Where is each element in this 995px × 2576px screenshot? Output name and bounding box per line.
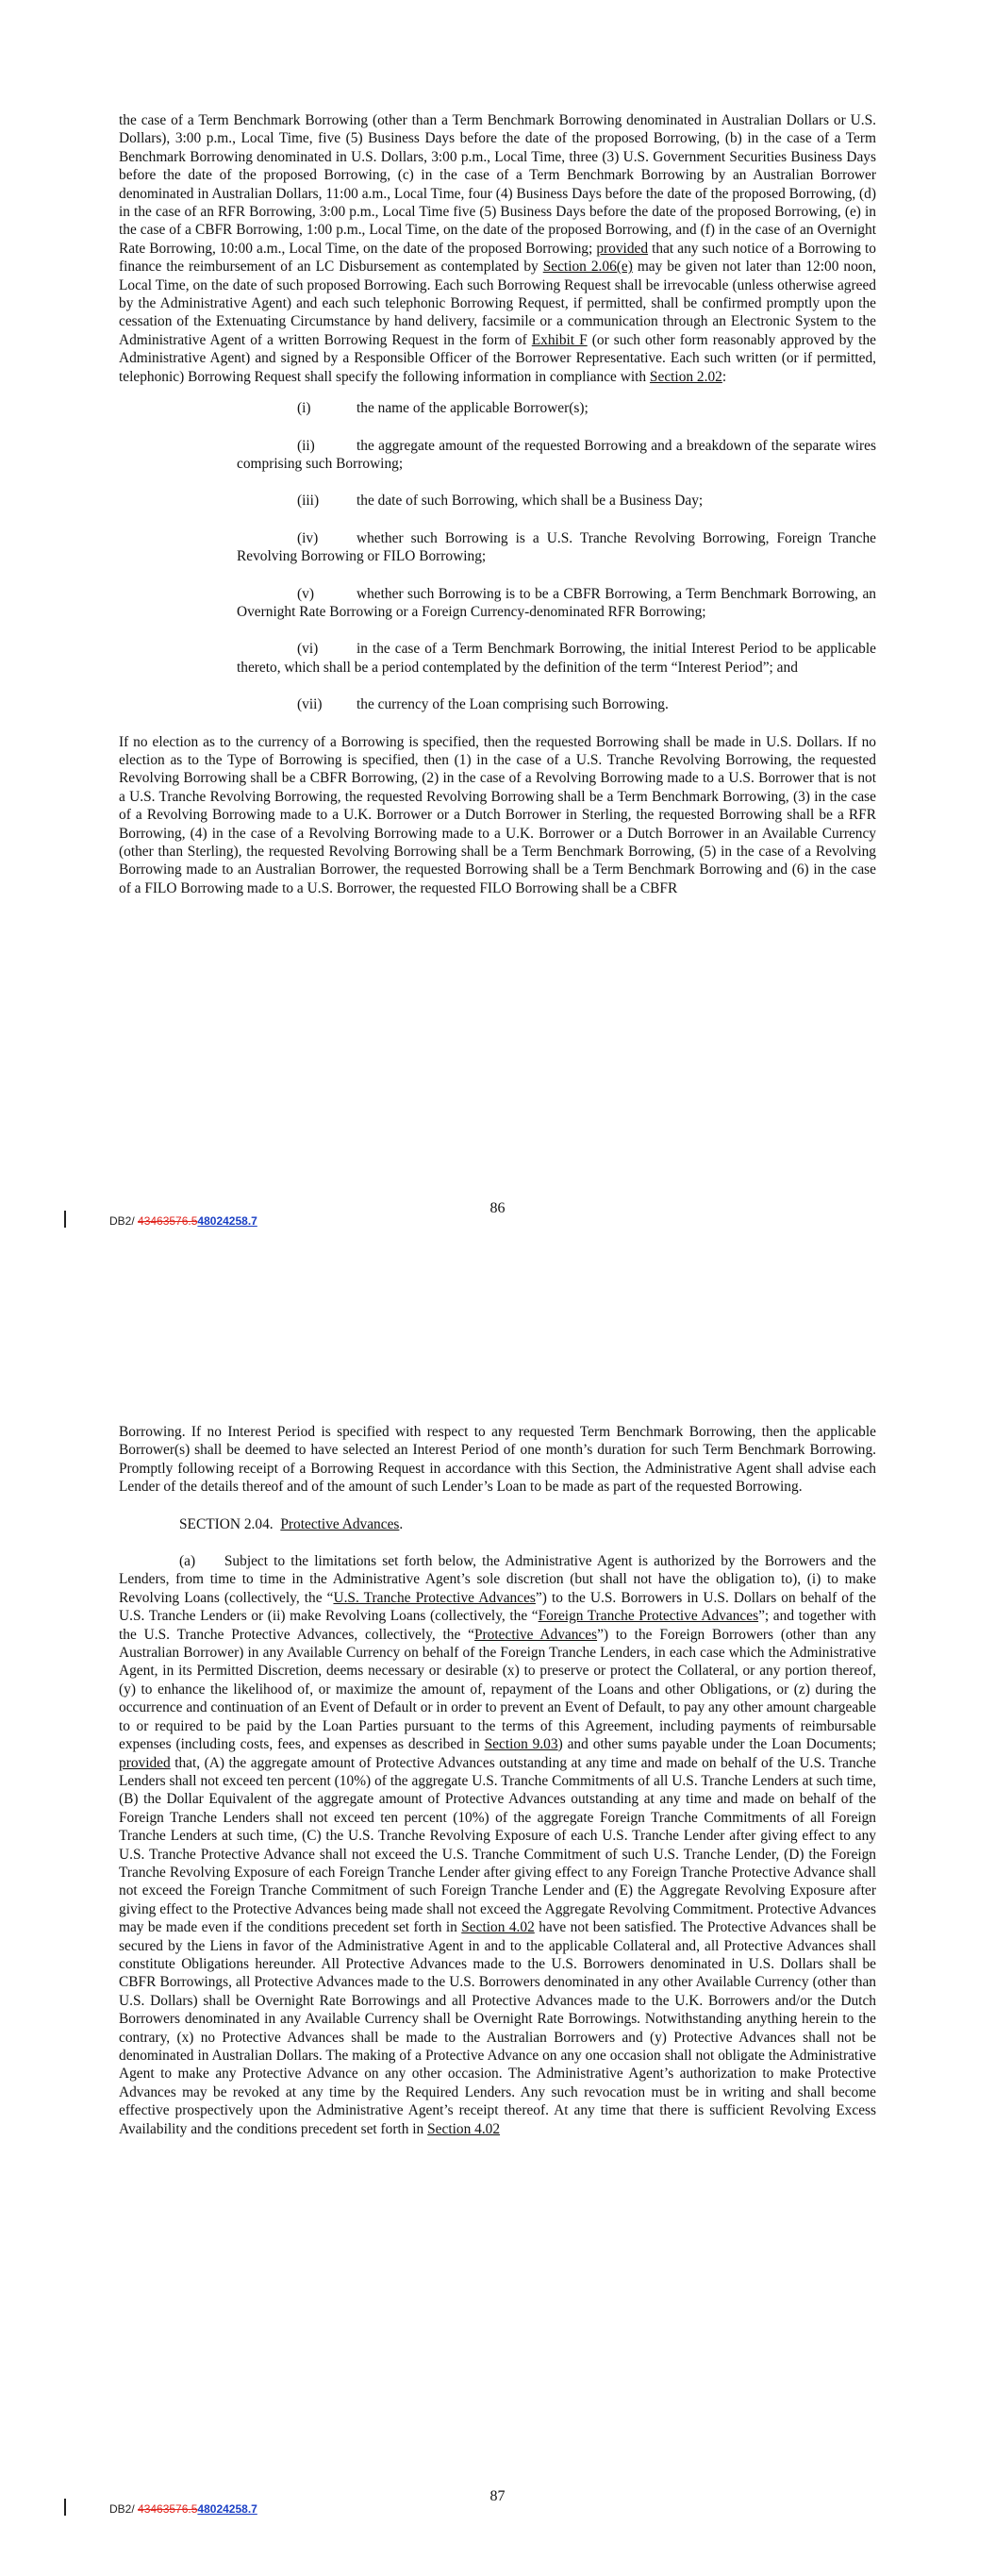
deleted-document-id: 43463576.5 (138, 2502, 198, 2516)
underlined-reference: provided (596, 240, 649, 257)
page-number: 87 (489, 2488, 506, 2504)
borrowing-request-paragraph: the case of a Term Benchmark Borrowing (other than a Term Benchmark Borrowing denominated in Australian Dollars or U.S. Dollars), 3:00 p.m., Local Time, five (5) Business Days before the date of the proposed Borrowing, (b) in the case of a Term Benchmark Borrowing denominated in U.S. Dollars, 3:00 p.m., Local Time, three (3) U.S. Government Securities Business Days before the date of the proposed Borrowing, (c) in the case of a Term Benchmark Borrowing by an Australian Borrower denominated in Australian Dollars, 11:00 a.m., Local Time, four (4) Business Days before the date of the proposed Borrowing, (d) in the case of an RFR Borrowing, 3:00 p.m., Local Time five (5) Business Days before the date of the proposed Borrowing, (e) in the case of a CBFR Borrowing, 1:00 p.m., Local Time, on the date of the proposed Borrowing, and (f) in the case of an Overnight Rate Borrowing, 10:00 a.m., Local Time, on the date of the proposed Borrowing; provided that any such notice of a Borrowing to finance the reimbursement of an LC Disbursement as contemplated by Section 2.06(e) may be given not later than 12:00 noon, Local Time, on the date of such proposed Borrowing. Each such Borrowing Request shall be irrevocable (unless otherwise agreed by the Administrative Agent) and each such telephonic Borrowing Request, if permitted, shall be confirmed promptly upon the cessation of the Extenuating Circumstance by hand delivery, facsimile or a communication through an Electronic System to the Administrative Agent of a written Borrowing Request in the form of Exhibit F (or such other form reasonably approved by the Administrative Agent) and signed by a Responsible Officer of the Borrower Representative. Each such written (or if permitted, telephonic) Borrowing Request shall specify the following information in compliance with Section 2.02: (119, 112, 877, 385)
default-election-paragraph: If no election as to the currency of a Borrowing is specified, then the requested Borrowing shall be made in U.S. Dollars. If no election as to the Type of Borrowing is specified, then (1) in the case of a U.S. Tranche Revolving Borrowing, the requested Revolving Borrowing shall be a CBFR Borrowing, (2) in the case of a Revolving Borrowing made to a U.S. Borrower that is not a U.S. Tranche Revolving Borrowing, the requested Revolving Borrowing shall be a Term Benchmark Borrowing, (3) in the case of a Revolving Borrowing made to a U.K. Borrower or a Dutch Borrower in Sterling, the requested Borrowing shall be a RFR Borrowing, (4) in the case of a Revolving Borrowing made to a U.K. Borrower or a Dutch Borrower in an Available Currency (other than Sterling), the requested Revolving Borrowing shall be a Term Benchmark Borrowing, (5) in the case of a Revolving Borrowing made to an Australian Borrower, the requested Borrowing shall be a Term Benchmark Borrowing and (6) in the case of a FILO Borrowing made to a U.S. Borrower, the requested FILO Borrowing shall be a CBFR (119, 733, 876, 896)
underlined-reference: Protective Advances (474, 1626, 598, 1643)
list-item: (iii) the date of such Borrowing, which shall be a Business Day; (297, 493, 704, 510)
list-item: (vii) the currency of the Loan comprising such Borrowing. (297, 696, 669, 713)
page-number: 86 (489, 1200, 506, 1216)
underlined-reference: Section 2.02 (649, 368, 722, 385)
list-item: (iv) whether such Borrowing is a U.S. Tranche Revolving Borrowing, Foreign Tranche Revolving Borrowing or FILO Borrowing; (237, 529, 876, 565)
list-item: (i) the name of the applicable Borrower(s); (297, 400, 589, 417)
page-87-body (119, 1423, 876, 2138)
underlined-reference: Foreign Tranche Protective Advances (538, 1608, 759, 1625)
interest-period-paragraph: Borrowing. If no Interest Period is specified with respect to any requested Term Benchmark Borrowing, then the applicable Borrower(s) shall be deemed to have selected an Interest Period of one month’s duration for such Term Benchmark Borrowing. Promptly following receipt of a Borrowing Request in accordance with this Section, the Administrative Agent shall advise each Lender of the details thereof and of the amount of such Lender’s Loan to be made as part of the requested Borrowing. (119, 1424, 876, 1496)
inserted-document-id: 48024258.7 (197, 2502, 257, 2516)
underlined-reference: Exhibit F (531, 331, 588, 348)
inserted-document-id: 48024258.7 (197, 1214, 257, 1228)
underlined-reference: Section 9.03 (484, 1736, 558, 1753)
list-item: (vi) in the case of a Term Benchmark Borrowing, the initial Interest Period to be applicable thereto, which shall be a period contemplated by the definition of the term “Interest Period”; and (237, 641, 876, 676)
underlined-reference: provided (119, 1754, 171, 1771)
underlined-reference: Section 4.02 (427, 2120, 501, 2137)
underlined-reference: Section 2.06(e) (542, 259, 633, 276)
underlined-reference: Section 4.02 (461, 1919, 535, 1936)
section-heading: SECTION 2.04. Protective Advances. (179, 1515, 404, 1532)
document-id: DB2/ 43463576.548024258.7 (109, 1214, 257, 1228)
deleted-document-id: 43463576.5 (138, 1214, 198, 1228)
page-87 (0, 1288, 995, 2576)
list-item: (v) whether such Borrowing is to be a CBFR Borrowing, a Term Benchmark Borrowing, an Overnight Rate Borrowing or a Foreign Currency-denominated RFR Borrowing; (237, 585, 876, 620)
page-86-body (119, 111, 876, 897)
list-item: (ii) the aggregate amount of the requested Borrowing and a breakdown of the separate wires comprising such Borrowing; (237, 437, 876, 472)
document-id: DB2/ 43463576.548024258.7 (109, 2502, 257, 2516)
underlined-reference: U.S. Tranche Protective Advances (333, 1589, 536, 1606)
protective-advances-paragraph: (a) Subject to the limitations set forth below, the Administrative Agent is authorized by the Borrowers and the Lenders, from time to time in the Administrative Agent’s sole discretion (but shall not have the obligation to), (i) to make Revolving Loans (collectively, the “U.S. Tranche Protective Advances”) to the U.S. Borrowers in U.S. Dollars on behalf of the U.S. Tranche Lenders or (ii) make Revolving Loans (collectively, the “Foreign Tranche Protective Advances”; and together with the U.S. Tranche Protective Advances, collectively, the “Protective Advances”) to the Foreign Borrowers (other than any Australian Borrower) in any Available Currency on behalf of the Foreign Tranche Lenders, in each case which the Administrative Agent, in its Permitted Discretion, deems necessary or desirable (x) to preserve or protect the Collateral, or any portion thereof, (y) to enhance the likelihood of, or maximize the amount of, repayment of the Loans and other Obligations, or (z) during the occurrence and continuation of an Event of Default or in order to prevent an Event of Default, to pay any other amount chargeable to or required to be paid by the Loan Parties pursuant to the terms of this Agreement, including payments of reimbursable expenses (including costs, fees, and expenses as described in Section 9.03) and other sums payable under the Loan Documents; provided that, (A) the aggregate amount of Protective Advances outstanding at any time and made on behalf of the U.S. Tranche Lenders shall not exceed ten percent (10%) of the aggregate U.S. Tranche Commitments of all U.S. Tranche Lenders at such time, (B) the Dollar Equivalent of the aggregate amount of Protective Advances outstanding at any time and made on behalf of the Foreign Tranche Lenders shall not exceed ten percent (10%) of the aggregate Foreign Tranche Commitments of all Foreign Tranche Lenders at such time, (C) the U.S. Tranche Revolving Exposure of each U.S. Tranche Lender after giving effect to any U.S. Tranche Protective Advance shall not exceed the U.S. Tranche Commitment of such U.S. Tranche Lender, (D) the Foreign Tranche Revolving Exposure of each Foreign Tranche Lender after giving effect to any Foreign Tranche Protective Advance shall not exceed the Foreign Tranche Commitment of such Foreign Tranche Lender and (E) the Aggregate Revolving Exposure after giving effect to the Protective Advances being made shall not exceed the Aggregate Revolving Commitment. Protective Advances may be made even if the conditions precedent set forth in Section 4.02 have not been satisfied. The Protective Advances shall be secured by the Liens in favor of the Administrative Agent in and to the applicable Collateral and, all Protective Advances shall constitute Obligations hereunder. All Protective Advances made to the U.S. Borrowers denominated in U.S. Dollars shall be CBFR Borrowings, all Protective Advances made to the U.S. Borrowers denominated in any other Available Currency (other than U.S. Dollars) shall be Overnight Rate Borrowings and all Protective Advances made to the U.K. Borrowers and/or the Dutch Borrowers denominated in any Available Currency shall be Overnight Rate Borrowings. Notwithstanding anything herein to the contrary, (x) no Protective Advances shall be made to the Australian Borrowers and (y) Protective Advances shall not be denominated in Australian Dollars. The making of a Protective Advance on any one occasion shall not obligate the Administrative Agent to make any Protective Advance on any other occasion. The Administrative Agent’s authorization to make Protective Advances may be revoked at any time by the Required Lenders. Any such revocation must be in writing and shall become effective prospectively upon the Administrative Agent’s receipt thereof. At any time that there is sufficient Revolving Excess Availability and the conditions precedent set forth in Section 4.02 (119, 1553, 877, 2137)
borrowing-request-items (119, 399, 876, 713)
